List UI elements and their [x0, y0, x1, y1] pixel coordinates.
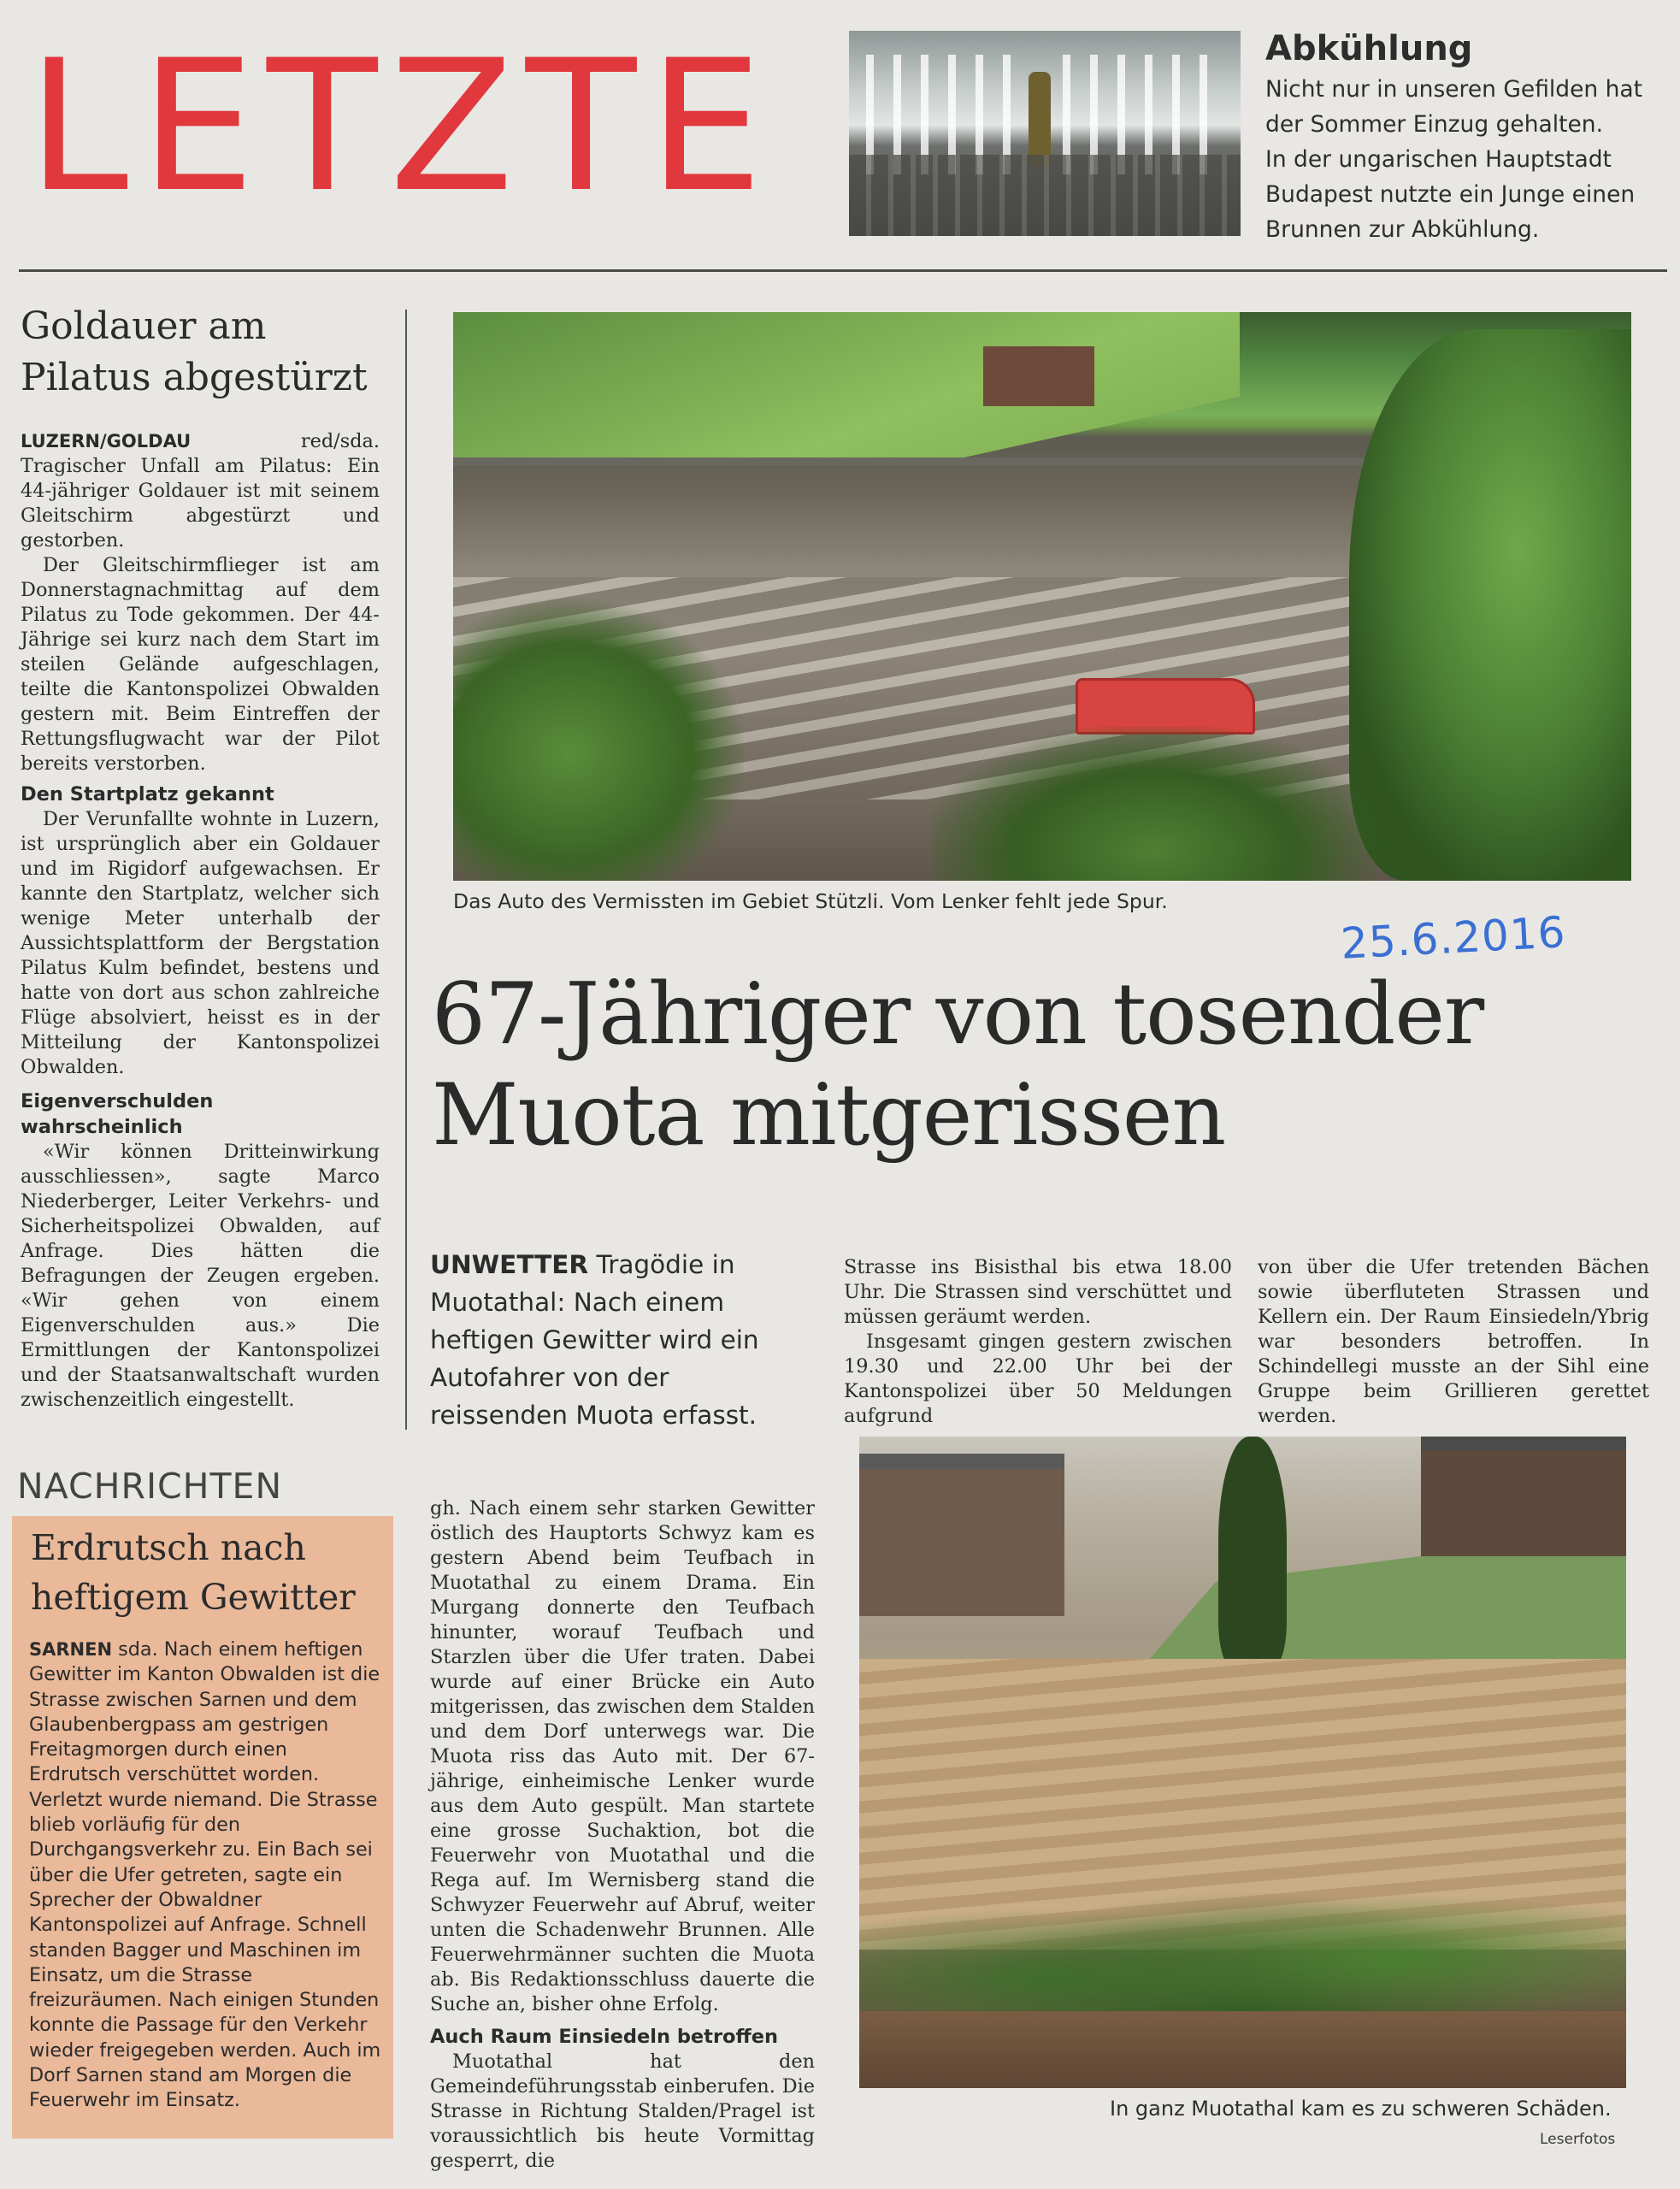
section-title: LETZTE: [27, 21, 775, 232]
left-article-body: LUZERN/GOLDAU red/sda. Tragischer Unfall am Pilatus: Ein 44-jähriger Goldauer ist mit seinem Gleitschirm abgestürzt und gestorben. Der Gleitschirmflieger ist am Donnerstagnachmittag auf dem Pilatus zu Tode gekommen. Der 44-Jährige sei kurz nach dem Start im steilen Gelände aufgeschlagen, teilte die Kantonspolizei Obwalden gestern mit. Beim Eintreffen der Rettungsflugwacht war der Pilot bereits verstorben. Den Startplatz gekannt Der Verunfallte wohnte in Luzern, ist ursprünglich aber ein Goldauer und im Rigidorf aufgewachsen. Er kannte den Startplatz, welcher sich wenige Meter unterhalb der Aussichtsplattform der Bergstation Pilatus Kulm befindet, bestens und hatte von dort aus schon zahlreiche Flüge absolviert, heisst es in der Mitteilung der Kantonspolizei Obwalden. Eigenverschulden wahrscheinlich «Wir können Dritteinwirkung ausschliessen», sagte Marco Niederberger, Leiter Verkehrs- und Sicherheitspolizei Obwalden, auf Anfrage. Dies hätten die Befragungen der Zeugen ergeben. «Wir gehen von einem Eigenverschulden aus.» Die Ermittlungen der Kantonspolizei und der Staatsanwaltschaft wurden zwischenzeitlich eingestellt.: [21, 430, 380, 1411]
main-body-col3: von über die Ufer tretenden Bächen sowie überfluteten Strassen und Kellern ein. Der Raum Einsiedeln/Ybrig war besonders betroffen. In Schindellegi musste an der Sihl eine Gruppe beim Grillieren gerettet werden.: [1258, 1256, 1649, 1427]
left-article-dateline: LUZERN/GOLDAU: [21, 431, 192, 451]
main-headline: 67-Jähriger von tosender Muota mitgerissen: [432, 965, 1484, 1165]
photo-credit: Leserfotos: [1540, 2131, 1616, 2148]
teaser-text: Nicht nur in unseren Gefilden hat der Sommer Einzug gehalten. In der ungarischen Hauptstadt Budapest nutzte ein Junge einen Brunnen zur Abkühlung.: [1265, 76, 1643, 243]
news-section-label: NACHRICHTEN: [17, 1466, 283, 1507]
fountain-photo: [849, 31, 1241, 236]
main-lead: UNWETTER Tragödie in Muotathal: Nach einem heftigen Gewitter wird ein Autofahrer von der reissenden Muota erfasst.: [430, 1250, 759, 1430]
news-headline: Erdrutsch nach heftigem Gewitter: [31, 1527, 356, 1618]
photo2-caption: In ganz Muotathal kam es zu schweren Schäden.: [1110, 2097, 1612, 2121]
column-divider: [405, 310, 407, 1430]
top-divider: [19, 269, 1667, 272]
main-body-col1: gh. Nach einem sehr starken Gewitter östlich des Hauptorts Schwyz kam es gestern Abend beim Teufbach in Muotathal zu einem Drama. Ein Murgang donnerte den Teufbach hinunter, worauf Teufbach und Starzlen über die Ufer traten. Dabei wurde auf einer Brücke ein Auto mitgerissen, das zwischen dem Stalden und dem Dorf unterwegs war. Die Muota riss das Auto mit. Der 67-jährige, einheimische Lenker wurde aus dem Auto gespült. Man startete eine grosse Suchaktion, bot die Feuerwehr von Muotathal und die Rega auf. Im Wernisberg stand die Schwyzer Feuerwehr auf Abruf, weiter unten die Schadenwehr Brunnen. Alle Feuerwehrmänner suchten die Muota ab. Bis Redaktionsschluss dauerte die Suche an, bisher ohne Erfolg. Auch Raum Einsiedeln betroffen Muotathal hat den Gemeindeführungsstab einberufen. Die Strasse in Richtung Stalden/Pragel ist voraussichtlich bis heute Vormittag gesperrt, die: [430, 1497, 815, 2172]
main-subhead: Auch Raum Einsiedeln betroffen: [430, 2026, 778, 2048]
flood-car-photo: [453, 312, 1631, 881]
left-article-subhead-1: Den Startplatz gekannt: [21, 783, 274, 805]
handwritten-date: 25.6.2016: [1339, 907, 1567, 969]
photo1-caption: Das Auto des Vermissten im Gebiet Stützli. Vom Lenker fehlt jede Spur.: [453, 889, 1168, 913]
news-body: SARNEN sda. Nach einem heftigen Gewitter im Kanton Obwalden ist die Strasse zwischen Sarnen und dem Glaubenbergpass am gestrigen Freitagmorgen durch einen Erdrutsch verschüttet worden. Verletzt wurde niemand. Die Strasse blieb vorläufig für den Durchgangsverkehr zu. Ein Bach sei über die Ufer getreten, sagte ein Sprecher der Obwaldner Kantonspolizei auf Anfrage. Schnell standen Bagger und Maschinen im Einsatz, um die Strasse freizuräumen. Nach einigen Stunden konnte die Passage für den Verkehr wieder freigegeben werden. Auch im Dorf Sarnen stand am Morgen die Feuerwehr im Einsatz.: [29, 1638, 381, 2112]
flooded-village-photo: [859, 1437, 1626, 2088]
main-body-col2: Strasse ins Bisisthal bis etwa 18.00 Uhr. Die Strassen sind verschüttet und müssen geräumt werden. Insgesamt gingen gestern zwischen 19.30 und 22.00 Uhr bei der Kantonspolizei über 50 Meldungen aufgrund: [844, 1256, 1232, 1427]
left-article-headline: Goldauer am Pilatus abgestürzt: [21, 304, 368, 399]
teaser-title: Abkühlung: [1265, 29, 1473, 68]
left-article-subhead-2: Eigenverschulden wahrscheinlich: [21, 1090, 214, 1138]
